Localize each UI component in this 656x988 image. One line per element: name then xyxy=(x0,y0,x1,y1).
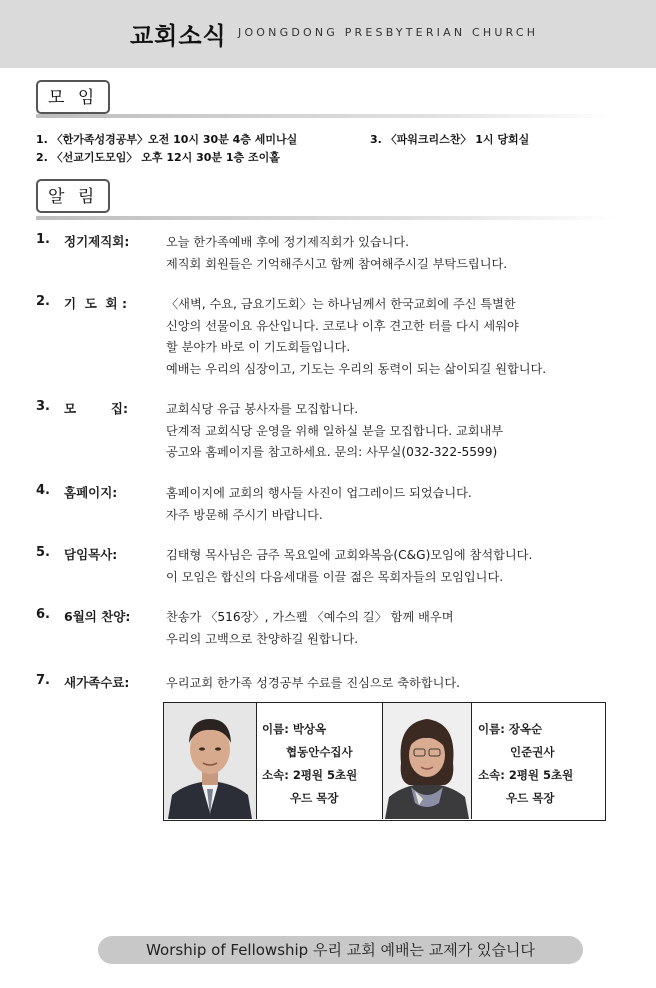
notice-label: 모 집: xyxy=(64,401,128,416)
graduate-name: 이름: 박상옥 xyxy=(262,722,327,736)
notice-line: 오늘 한가족예배 후에 정기제직회가 있습니다. xyxy=(166,235,410,249)
notice-line: 홈페이지에 교회의 행사들 사진이 업그레이드 되었습니다. xyxy=(166,486,472,500)
graduate-title: 인준권사 xyxy=(510,745,555,759)
church-name: JOONGDONG PRESBYTERIAN CHURCH xyxy=(238,26,539,39)
notice-line: 이 모임은 합신의 다음세대를 이끌 젊은 목회자들의 모임입니다. xyxy=(166,569,504,584)
table-divider xyxy=(471,703,472,819)
notice-line: 제직회 회원들은 기억해주시고 함께 참여해주시길 부탁드립니다. xyxy=(166,256,508,271)
notice-line: 자주 방문해 주시기 바랍니다. xyxy=(166,507,323,522)
notice-number: 1. xyxy=(36,232,50,247)
graduate-photo xyxy=(164,703,256,819)
notice-number: 2. xyxy=(36,294,50,309)
notice-number: 6. xyxy=(36,607,50,622)
man-portrait-icon xyxy=(164,703,256,819)
notices-divider xyxy=(36,216,616,220)
notice-body xyxy=(166,607,626,650)
notice-number: 4. xyxy=(36,483,50,498)
notice-line: 김태형 목사님은 금주 목요일에 교회와복음(C&G)모임에 참석합니다. xyxy=(166,548,533,562)
notice-line: 우리의 고백으로 찬양하길 원합니다. xyxy=(166,631,359,646)
notice-body xyxy=(166,399,626,464)
footer-banner: Worship of Fellowship 우리 교회 예배는 교제가 있습니다 xyxy=(98,936,583,964)
graduate-role: 우드 목장 xyxy=(290,791,339,805)
page-title: 교회소식 xyxy=(130,22,227,50)
notice-line: 단계적 교회식당 운영을 위해 일하실 분을 모집합니다. 교회내부 xyxy=(166,423,504,438)
notice-line: 교회식당 유급 봉사자를 모집합니다. xyxy=(166,402,359,416)
graduate-info xyxy=(262,703,382,819)
graduate-group: 소속: 2평원 5초원 xyxy=(262,768,358,782)
graduate-info xyxy=(478,703,603,819)
notice-body xyxy=(166,673,626,695)
notice-number: 5. xyxy=(36,545,50,560)
notice-number: 3. xyxy=(36,399,50,414)
notices-heading: 알 림 xyxy=(36,179,110,213)
notice-line: 공고와 홈페이지를 참고하세요. 문의: 사무실(032-322-5599) xyxy=(166,445,498,459)
notice-body xyxy=(166,294,626,380)
notice-label: 6월의 찬양: xyxy=(64,609,131,624)
notice-label: 담임목사: xyxy=(64,547,118,562)
graduates-table xyxy=(163,702,606,821)
meeting-item: 3. 〈파워크리스찬〉 1시 당회실 xyxy=(370,133,530,146)
graduate-role: 우드 목장 xyxy=(506,791,555,805)
notice-body xyxy=(166,545,626,588)
notice-label: 홈페이지: xyxy=(64,485,118,500)
notice-line: 예배는 우리의 심장이고, 기도는 우리의 동력이 되는 삶이되길 원합니다. xyxy=(166,361,547,376)
notice-line: 할 분야가 바로 이 기도회들입니다. xyxy=(166,340,351,354)
notice-label: 새가족수료: xyxy=(64,675,130,690)
meetings-heading: 모 임 xyxy=(36,80,110,114)
meeting-item: 1. 〈한가족성경공부〉오전 10시 30분 4층 세미나실 xyxy=(36,133,298,146)
meetings-divider xyxy=(36,114,616,118)
notice-label: 기 도 회 : xyxy=(64,296,127,311)
notice-line: 찬송가 〈516장〉, 가스펠 〈예수의 길〉 함께 배우며 xyxy=(166,610,454,624)
notice-body xyxy=(166,232,626,275)
graduate-photo xyxy=(383,703,471,819)
notice-line: 〈새벽, 수요, 금요기도회〉는 하나님께서 한국교회에 주신 특별한 xyxy=(166,297,516,311)
notice-number: 7. xyxy=(36,673,50,688)
table-divider xyxy=(256,703,257,819)
woman-portrait-icon xyxy=(383,703,471,819)
notice-line: 신앙의 선물이요 유산입니다. 코로나 이후 견고한 터를 다시 세워야 xyxy=(166,318,519,333)
graduate-name: 이름: 장옥순 xyxy=(478,722,543,736)
meeting-item: 2. 〈선교기도모임〉 오후 12시 30분 1층 조이홀 xyxy=(36,151,280,164)
page-header xyxy=(0,0,656,68)
notice-body xyxy=(166,483,626,526)
graduate-group: 소속: 2평원 5초원 xyxy=(478,768,574,782)
notice-label: 정기제직회: xyxy=(64,234,130,249)
notice-line: 우리교회 한가족 성경공부 수료를 진심으로 축하합니다. xyxy=(166,676,461,690)
graduate-title: 협동안수집사 xyxy=(286,745,353,759)
